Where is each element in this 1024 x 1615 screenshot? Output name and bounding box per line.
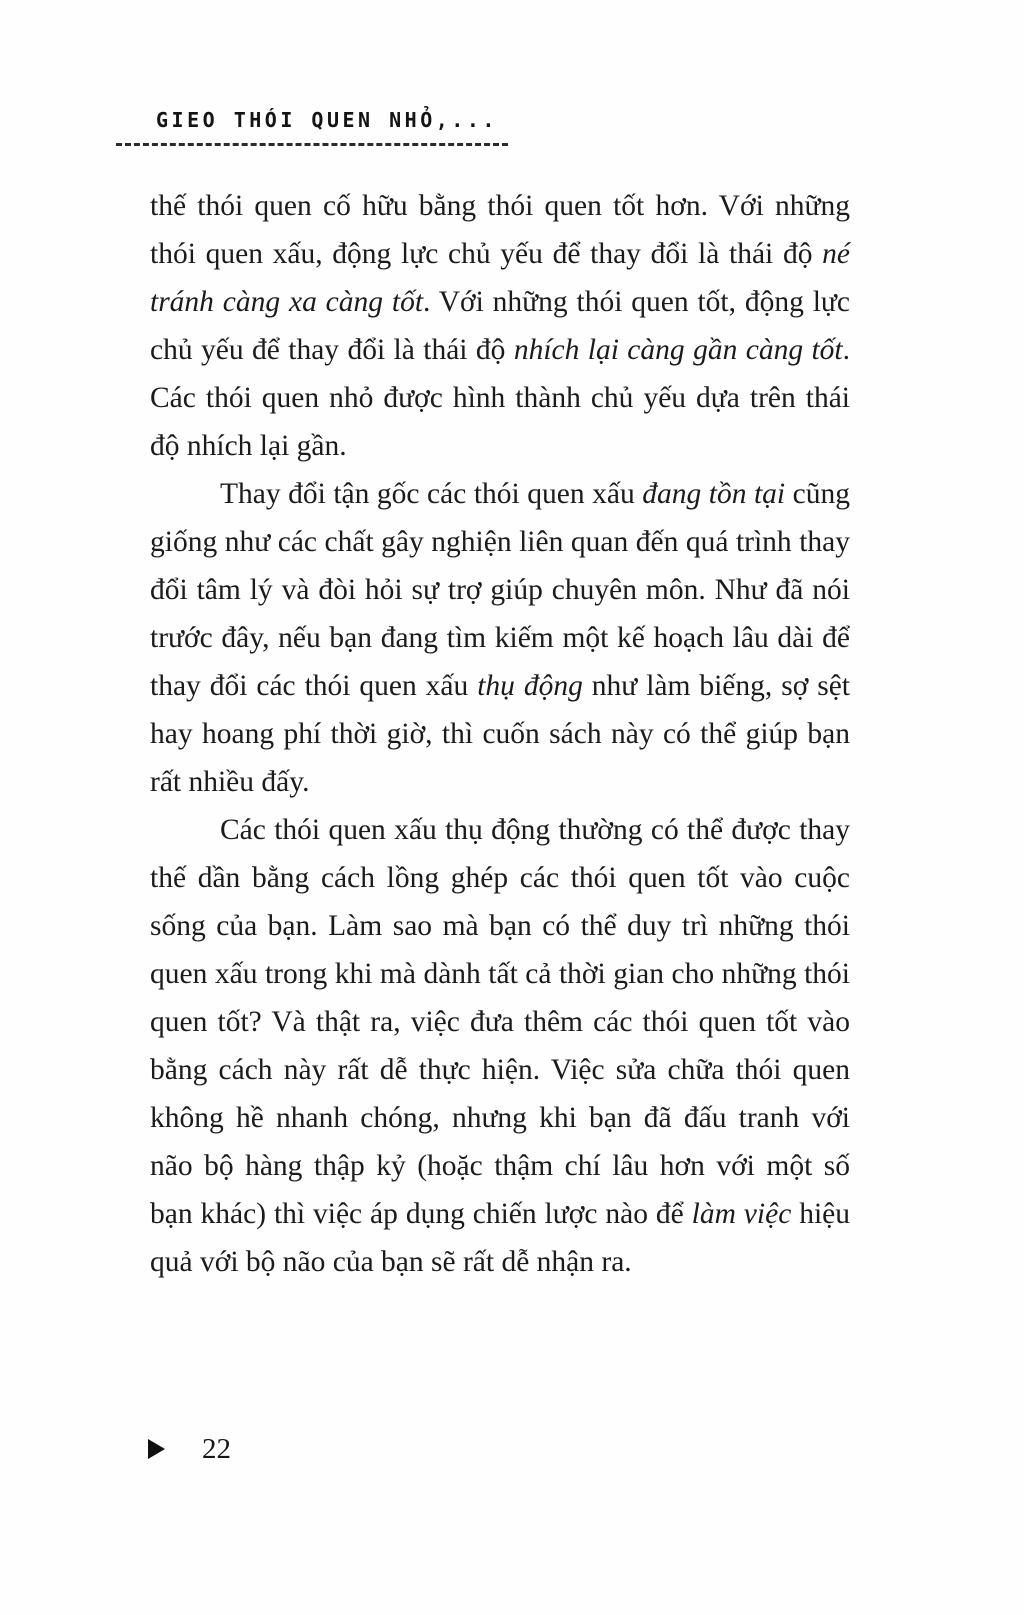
italic-text-run: thụ động bbox=[477, 670, 583, 702]
running-header bbox=[116, 108, 536, 146]
italic-text-run: làm việc bbox=[691, 1198, 792, 1230]
italic-text-run: nhích lại càng gần càng tốt bbox=[513, 334, 843, 366]
paragraph bbox=[150, 470, 850, 806]
text-run: Thay đổi tận gốc các thói quen xấu bbox=[220, 478, 643, 510]
text-run: như làm biếng, sợ sệt hay hoang phí thời giờ, thì cuốn sách này có thể giúp bạn rất nhiều đấy. bbox=[150, 670, 850, 798]
header-dashed-rule bbox=[116, 143, 508, 146]
text-run: thế thói quen cố hữu bằng thói quen tốt hơn. Với những thói quen xấu, động lực chủ yếu để thay đổi là thái độ bbox=[150, 190, 850, 270]
paragraph bbox=[150, 182, 850, 470]
page-footer bbox=[148, 1432, 231, 1466]
text-run: . Với những thói quen tốt, động lực chủ yếu để thay đổi là thái độ bbox=[150, 286, 850, 366]
page-number: 22 bbox=[202, 1433, 231, 1465]
text-run: cũng giống như các chất gây nghiện liên quan đến quá trình thay đổi tâm lý và đòi hỏi sự trợ giúp chuyên môn. Như đã nói trước đây, nếu bạn đang tìm kiếm một kế hoạch lâu dài để thay đổi các thói quen xấu bbox=[150, 478, 850, 702]
right-triangle-icon bbox=[148, 1439, 165, 1459]
body-text bbox=[150, 182, 850, 1286]
text-run: hiệu quả với bộ não của bạn sẽ rất dễ nhận ra. bbox=[150, 1198, 851, 1278]
paragraph bbox=[150, 806, 850, 1286]
text-run: Các thói quen xấu thụ động thường có thể được thay thế dần bằng cách lồng ghép các thói quen tốt vào cuộc sống của bạn. Làm sao mà bạn có thể duy trì những thói quen xấu trong khi mà dành tất cả thời gian cho những thói quen tốt? Và thật ra, việc đưa thêm các thói quen tốt vào bằng cách này rất dễ thực hiện. Việc sửa chữa thói quen không hề nhanh chóng, nhưng khi bạn đã đấu tranh với não bộ hàng thập kỷ (hoặc thậm chí lâu hơn với một số bạn khác) thì việc áp dụng chiến lược nào để bbox=[150, 814, 850, 1230]
running-header-title: GIEO THÓI QUEN NHỎ,... bbox=[156, 108, 498, 132]
italic-text-run: né tránh càng xa càng tốt bbox=[150, 238, 850, 318]
italic-text-run: đang tồn tại bbox=[642, 478, 786, 510]
text-run: . Các thói quen nhỏ được hình thành chủ yếu dựa trên thái độ nhích lại gần. bbox=[150, 334, 850, 462]
